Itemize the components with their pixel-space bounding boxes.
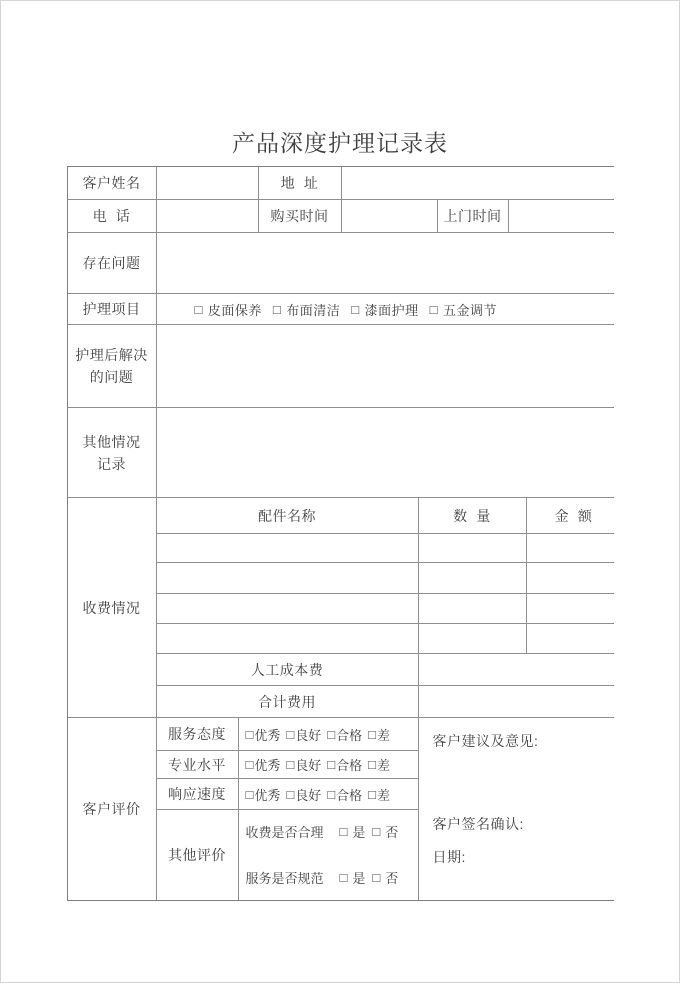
fee-row-quantity-field[interactable] bbox=[419, 624, 526, 653]
fees-col-quantity: 数 量 bbox=[419, 498, 526, 533]
question-text: 服务是否规范 bbox=[245, 871, 324, 886]
checkbox-icon: □ bbox=[372, 870, 381, 885]
fees-col-part-name: 配件名称 bbox=[157, 498, 418, 533]
care-option-label: 皮面保养 bbox=[207, 302, 262, 318]
no-label: 否 bbox=[385, 825, 399, 840]
form-title: 产品深度护理记录表 bbox=[232, 130, 448, 156]
label-phone: 电 话 bbox=[68, 200, 156, 232]
fee-row-part-name-field[interactable] bbox=[157, 534, 418, 562]
label-visit-time: 上门时间 bbox=[438, 200, 508, 232]
label-service-attitude: 服务态度 bbox=[157, 718, 238, 750]
feedback-panel[interactable] bbox=[419, 718, 621, 900]
label-existing-problems: 存在问题 bbox=[68, 233, 156, 293]
rating-label: 良好 bbox=[295, 727, 322, 743]
address-field[interactable] bbox=[342, 167, 621, 199]
care-options bbox=[157, 294, 621, 324]
fee-row-quantity-field[interactable] bbox=[419, 563, 526, 593]
checkbox-icon: □ bbox=[245, 786, 254, 802]
rating-option-excellent[interactable] bbox=[246, 785, 281, 804]
rating-label: 合格 bbox=[336, 787, 363, 803]
care-option-label: 布面清洁 bbox=[286, 302, 341, 318]
fee-row-part-name-field[interactable] bbox=[157, 594, 418, 623]
service-attitude-options bbox=[239, 718, 418, 750]
care-option-fabric[interactable] bbox=[273, 300, 340, 319]
rating-option-good[interactable] bbox=[286, 755, 321, 774]
solved-problems-field[interactable] bbox=[157, 325, 621, 407]
signature-label: 客户签名确认: bbox=[432, 816, 524, 832]
other-notes-field[interactable] bbox=[157, 408, 621, 497]
rating-option-poor[interactable] bbox=[368, 755, 390, 774]
fee-row-part-name-field[interactable] bbox=[157, 563, 418, 593]
record-table bbox=[67, 166, 614, 901]
rating-option-good[interactable] bbox=[286, 725, 321, 744]
fee-row-amount-field[interactable] bbox=[527, 624, 621, 653]
rating-option-pass[interactable] bbox=[327, 755, 362, 774]
label-other-evaluation: 其他评价 bbox=[157, 810, 238, 900]
care-option-label: 漆面护理 bbox=[364, 302, 419, 318]
fee-row-quantity-field[interactable] bbox=[419, 534, 526, 562]
rating-label: 合格 bbox=[336, 758, 363, 773]
label-address: 地 址 bbox=[259, 167, 341, 199]
rating-option-good[interactable] bbox=[286, 785, 321, 804]
fees-col-amount: 金 额 bbox=[527, 498, 621, 533]
label-other-notes-line1: 其他情况 bbox=[82, 433, 141, 450]
customer-name-field[interactable] bbox=[157, 167, 258, 199]
checkbox-icon: □ bbox=[245, 726, 254, 742]
question-service-standard bbox=[246, 868, 418, 887]
yes-label: 是 bbox=[352, 825, 366, 840]
care-option-paint[interactable] bbox=[351, 300, 418, 319]
checkbox-icon: □ bbox=[429, 301, 438, 317]
checkbox-icon: □ bbox=[339, 870, 348, 885]
checkbox-icon: □ bbox=[327, 786, 336, 802]
checkbox-icon: □ bbox=[286, 726, 295, 742]
checkbox-icon: □ bbox=[286, 786, 295, 802]
label-other-notes bbox=[68, 408, 156, 497]
rating-label: 差 bbox=[376, 758, 390, 773]
checkbox-icon: □ bbox=[194, 301, 203, 317]
yes-option[interactable] bbox=[340, 822, 366, 841]
fee-row-amount-field[interactable] bbox=[527, 534, 621, 562]
rating-label: 合格 bbox=[336, 727, 363, 743]
checkbox-icon: □ bbox=[372, 824, 381, 839]
care-option-label: 五金调节 bbox=[442, 302, 497, 318]
checkbox-icon: □ bbox=[245, 757, 254, 772]
label-response-speed: 响应速度 bbox=[157, 779, 238, 809]
yes-option[interactable] bbox=[340, 868, 366, 887]
checkbox-icon: □ bbox=[339, 824, 348, 839]
rating-label: 良好 bbox=[295, 758, 322, 773]
rating-label: 良好 bbox=[295, 787, 322, 803]
label-solved-problems-line2: 的问题 bbox=[89, 369, 134, 385]
rating-label: 差 bbox=[376, 787, 390, 803]
checkbox-icon: □ bbox=[368, 757, 376, 772]
rating-option-excellent[interactable] bbox=[246, 755, 281, 774]
suggestion-label: 客户建议及意见: bbox=[432, 733, 539, 749]
rating-label: 优秀 bbox=[254, 727, 281, 743]
total-cost-field[interactable] bbox=[419, 686, 621, 717]
fee-row-quantity-field[interactable] bbox=[419, 594, 526, 623]
label-care-items: 护理项目 bbox=[68, 294, 156, 324]
checkbox-icon: □ bbox=[272, 301, 282, 317]
checkbox-icon: □ bbox=[327, 757, 336, 772]
rating-option-poor[interactable] bbox=[368, 725, 390, 744]
no-label: 否 bbox=[385, 871, 399, 886]
label-solved-problems-line1: 护理后解决 bbox=[75, 347, 148, 363]
existing-problems-field[interactable] bbox=[157, 233, 621, 293]
checkbox-icon: □ bbox=[286, 757, 295, 772]
label-professional-level: 专业水平 bbox=[157, 751, 238, 778]
no-option[interactable] bbox=[372, 822, 398, 841]
label-labor-cost: 人工成本费 bbox=[157, 654, 418, 685]
label-total-cost: 合计费用 bbox=[157, 686, 418, 717]
labor-cost-field[interactable] bbox=[419, 654, 621, 685]
label-customer-name: 客户姓名 bbox=[68, 167, 156, 199]
yes-label: 是 bbox=[352, 871, 366, 886]
label-purchase-time: 购买时间 bbox=[259, 200, 341, 232]
care-option-leather[interactable] bbox=[195, 300, 262, 319]
label-other-notes-line2: 记录 bbox=[97, 455, 126, 472]
phone-field[interactable] bbox=[157, 200, 258, 232]
fee-row-amount-field[interactable] bbox=[527, 594, 621, 623]
other-evaluation-questions bbox=[239, 810, 418, 900]
checkbox-icon: □ bbox=[368, 786, 376, 802]
purchase-time-field[interactable] bbox=[342, 200, 437, 232]
rating-option-poor[interactable] bbox=[368, 785, 390, 804]
fee-row-amount-field[interactable] bbox=[527, 563, 621, 593]
checkbox-icon: □ bbox=[327, 726, 336, 742]
rating-option-pass[interactable] bbox=[327, 725, 362, 744]
rating-label: 差 bbox=[376, 727, 390, 743]
visit-time-field[interactable] bbox=[509, 200, 621, 232]
label-fees: 收费情况 bbox=[68, 498, 156, 717]
label-customer-evaluation: 客户评价 bbox=[68, 718, 156, 900]
checkbox-icon: □ bbox=[351, 301, 360, 317]
care-option-hardware[interactable] bbox=[430, 300, 497, 319]
date-label: 日期: bbox=[432, 849, 466, 865]
label-solved-problems bbox=[68, 325, 156, 407]
rating-option-pass[interactable] bbox=[327, 785, 362, 804]
fee-row-part-name-field[interactable] bbox=[157, 624, 418, 653]
checkbox-icon: □ bbox=[368, 726, 376, 742]
question-text: 收费是否合理 bbox=[245, 825, 324, 840]
rating-label: 优秀 bbox=[254, 787, 281, 803]
professional-level-options bbox=[239, 751, 418, 778]
no-option[interactable] bbox=[372, 868, 398, 887]
rating-option-excellent[interactable] bbox=[246, 725, 281, 744]
response-speed-options bbox=[239, 779, 418, 809]
question-fee-reasonable bbox=[246, 822, 418, 841]
rating-label: 优秀 bbox=[254, 758, 281, 773]
